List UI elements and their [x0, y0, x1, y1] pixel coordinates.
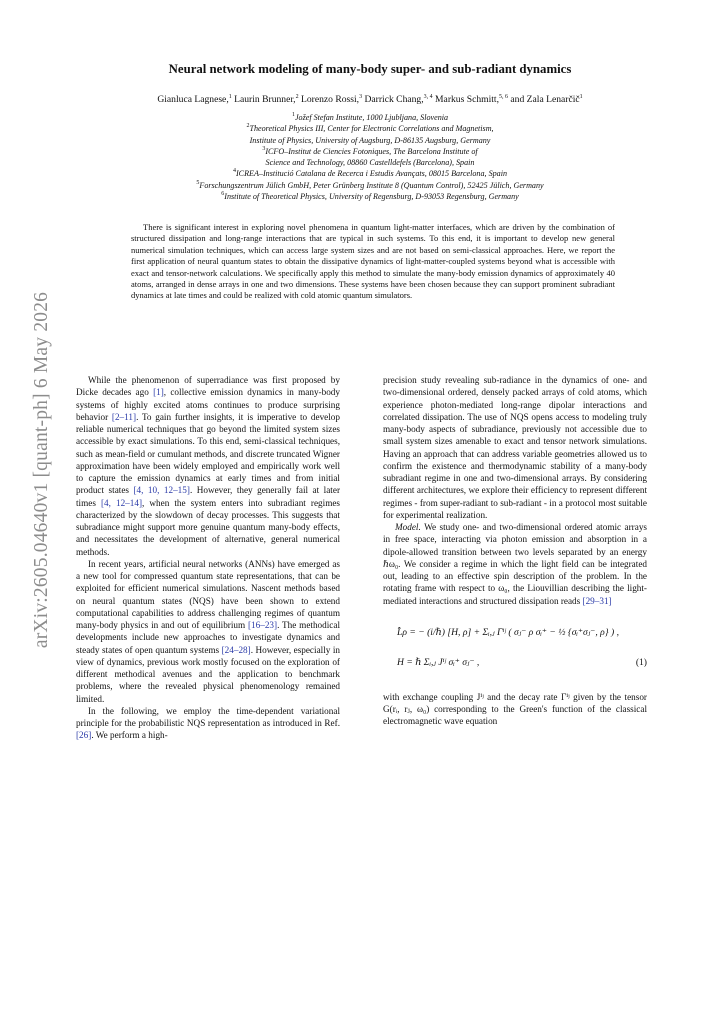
body-text: . To gain further insights, it is imperative to develop reliable numerical techniques that go beyond the limited system sizes accessible by exact simulations. To this end, semi-classical techniques, such as mean-field or cumulant methods, and discrete truncated Wigner approximation have been widely employed and empirically work well to capture the emission dynamics at early times and from initial product states	[76, 411, 340, 496]
author-affiliation-number: 3, 4	[423, 94, 433, 100]
arxiv-identifier-stamp	[22, 285, 62, 655]
affiliation-list	[60, 112, 680, 202]
affiliation-text: Jožef Stefan Institute, 1000 Ljubljana, Slovenia	[294, 113, 449, 122]
author-affiliation-number: 2	[295, 94, 299, 100]
body-text: precision study revealing sub-radiance in the dynamics of one- and two-dimensional ordered, densely packed arrays of cold atoms, which experience photon-mediated long-range dipolar interactions and correlated dissipation. The use of NQS opens access to modeling truly many-body aspects of subradiance, previously not accessible due to small system sizes amenable to exact and tensor network simulations. Having an approach that can address variable geometries allowed us to confirm the existence and thermodynamic stability of a many-body subradiant regime in one and two-dimensional arrays. By considering different architectures, we explore their efficiency to represent different regimes - from super-radiant to sub-radiant - in a protocol most suitable for experimental realization.	[383, 375, 647, 520]
body-text: with exchange coupling Jⁱʲ and the decay rate Γⁱʲ given by the tensor G(rᵢ, rⱼ, ω₀) corresponding to the Green's function of the classical electromagnetic wave equation	[383, 691, 647, 727]
citation-link[interactable]: [2–11]	[111, 411, 137, 422]
affiliation-number: 6	[221, 191, 225, 198]
left-column	[76, 374, 340, 742]
affiliation-text: ICFO–Institut de Ciencies Fotoniques, The Barcelona Institute of	[265, 146, 478, 156]
author-list	[60, 94, 680, 106]
author-name: Lorenzo Rossi,	[300, 94, 360, 105]
affiliation-text: Theoretical Physics III, Center for Electronic Correlations and Magnetism,	[249, 124, 494, 134]
body-text: , when the system enters into subradiant regimes characterized by the slowdown of decay processes. This suggests that subradiance might support more genuine quantum many-body effects, and necessitates the development of alternative, general numerical methods.	[76, 497, 341, 557]
affiliation-line	[60, 123, 680, 134]
affiliation-text: ICREA–Institució Catalana de Recerca i Estudis Avançats, 08015 Barcelona, Spain	[235, 169, 508, 179]
green-function-paragraph	[383, 691, 647, 728]
affiliation-number: 5	[196, 179, 200, 186]
equation-hamiltonian-line: H = ℏ Σᵢ,ⱼ Jⁱʲ σᵢ⁺ σⱼ⁻ ,	[397, 656, 480, 668]
body-text: . The methodical developments include new approaches to investigate dynamics and steady states of open quantum systems	[76, 620, 340, 655]
body-text: We study one- and two-dimensional ordered atomic arrays in free space, interacting via photon emission and absorption in a dipole-allowed transition between two levels separated by an energy ℏω₀. We consider a regime in which the light field can be integrated out, leading to an effective spin description of the problem. In the rotating frame with respect to ω₀, the Liouvillian describing the light-mediated interactions and structured dissipation reads	[383, 522, 647, 606]
citation-link[interactable]: [4, 10, 12–15]	[133, 485, 190, 496]
paper-title: Neural network modeling of many-body super- and sub-radiant dynamics	[168, 62, 572, 76]
citation-link[interactable]: [29–31]	[582, 595, 612, 606]
citation-link[interactable]: [26]	[76, 730, 92, 741]
affiliation-text: Forschungszentrum Jülich GmbH, Peter Grünberg Institute 8 (Quantum Control), 52425 Jülich, Germany	[199, 180, 544, 190]
model-label: Model.	[395, 522, 421, 532]
equation-number: (1)	[635, 656, 647, 668]
affiliation-line	[60, 191, 680, 202]
author-affiliation-number: 1	[579, 94, 583, 100]
affiliation-number: 4	[232, 168, 236, 175]
affiliation-line	[60, 112, 680, 123]
citation-link[interactable]: [4, 12–14]	[100, 497, 143, 508]
body-text: . We perform a high-	[91, 730, 168, 741]
right-column	[383, 374, 647, 728]
model-paragraph-body	[383, 522, 647, 606]
author-name: Markus Schmitt,	[435, 94, 499, 105]
abstract-text: There is significant interest in exploring novel phenomena in quantum light-matter interfaces, which are driven by the combination of structured dissipation and long-range interactions that are typical in such systems. To this end, it is important to develop new general numerical simulation techniques, which can access large system sizes and are not based on semi-classical approaches. Here, we report the first application of neural quantum states to obtain the dissipative dynamics of light-matter-coupled systems beyond what is accessible with exact and tensor-network calculations. We specifically apply this method to simulate the many-body emission dynamics of approximately 40 atoms, arranged in dense arrays in one and two dimensions. These systems have been chosen because they can support prominent subradiant dynamics at late times and could be realized with cold atomic quantum simulators.	[131, 222, 615, 301]
affiliation-line	[60, 146, 680, 157]
author-name: Darrick Chang,	[364, 94, 424, 105]
author-name: Gianluca Lagnese,	[157, 94, 229, 105]
citation-link[interactable]: [16–23]	[247, 620, 278, 630]
affiliation-text: Institute of Theoretical Physics, University of Regensburg, D-93053 Regensburg, Germany	[224, 192, 519, 202]
body-text: . However, they generally fail at later times	[76, 485, 340, 508]
affiliation-text: Institute of Physics, University of Augsburg, D-86135 Augsburg, Germany	[249, 135, 491, 145]
author-affiliation-number: 5, 6	[499, 94, 508, 100]
model-paragraph	[383, 521, 647, 607]
liouvillian-equation	[383, 621, 647, 681]
author-affiliation-number: 1	[228, 94, 232, 100]
arxiv-id-text: arXiv:2605.04640v1 [quant-ph] 6 May 2026	[31, 291, 52, 649]
body-text: While the phenomenon of superradiance was first proposed by Dicke decades ago	[76, 375, 340, 398]
author-name: and Zala Lenarčič	[510, 94, 580, 105]
author-affiliation-number: 3	[359, 94, 363, 100]
affiliation-number: 1	[291, 112, 295, 118]
intro-paragraph-2	[76, 558, 340, 705]
affiliation-number: 3	[262, 145, 266, 152]
body-text: , collective emission dynamics in many-body systems of highly excited atoms continues to produce surprising behavior	[76, 387, 340, 422]
affiliation-line	[60, 168, 680, 179]
body-text: . However, especially in view of dynamics, previous work mostly focused on the exploration of different methodical avenues and the application to benchmark problems, where the revealed physical phenomenology remained limited.	[76, 644, 340, 704]
citation-link[interactable]: [1]	[153, 387, 164, 398]
body-text: In the following, we employ the time-dependent variational principle for the probabilistic NQS representation as introduced in Ref.	[76, 705, 340, 728]
affiliation-line	[60, 135, 680, 146]
citation-link[interactable]: [24–28]	[221, 644, 251, 655]
affiliation-text: Science and Technology, 08860 Castelldefels (Barcelona), Spain	[265, 158, 475, 168]
equation-liouvillian-line: L̂ρ = − (i/ℏ) [H, ρ] + Σᵢ,ⱼ Γⁱʲ ( σⱼ⁻ ρ σᵢ⁺ − ½ {σᵢ⁺σⱼ⁻, ρ} ) ,	[397, 626, 619, 638]
affiliation-line	[60, 157, 680, 168]
abstract	[131, 222, 615, 302]
affiliation-line	[60, 180, 680, 191]
intro-paragraph-1	[76, 374, 340, 558]
body-text: In recent years, artificial neural networks (ANNs) have emerged as a new tool for compressed quantum state representations, that can be exploited for efficient numerical simulations. Nascent methods based on neural quantum states (NQS) have been shown to extend computational capabilities to address challenging regimes of quantum many-body physics in and out of equilibrium	[76, 558, 340, 630]
affiliation-number: 2	[246, 123, 250, 130]
author-name: Laurin Brunner,	[234, 94, 296, 105]
intro-paragraph-continued	[383, 374, 647, 521]
intro-paragraph-3	[76, 705, 340, 742]
